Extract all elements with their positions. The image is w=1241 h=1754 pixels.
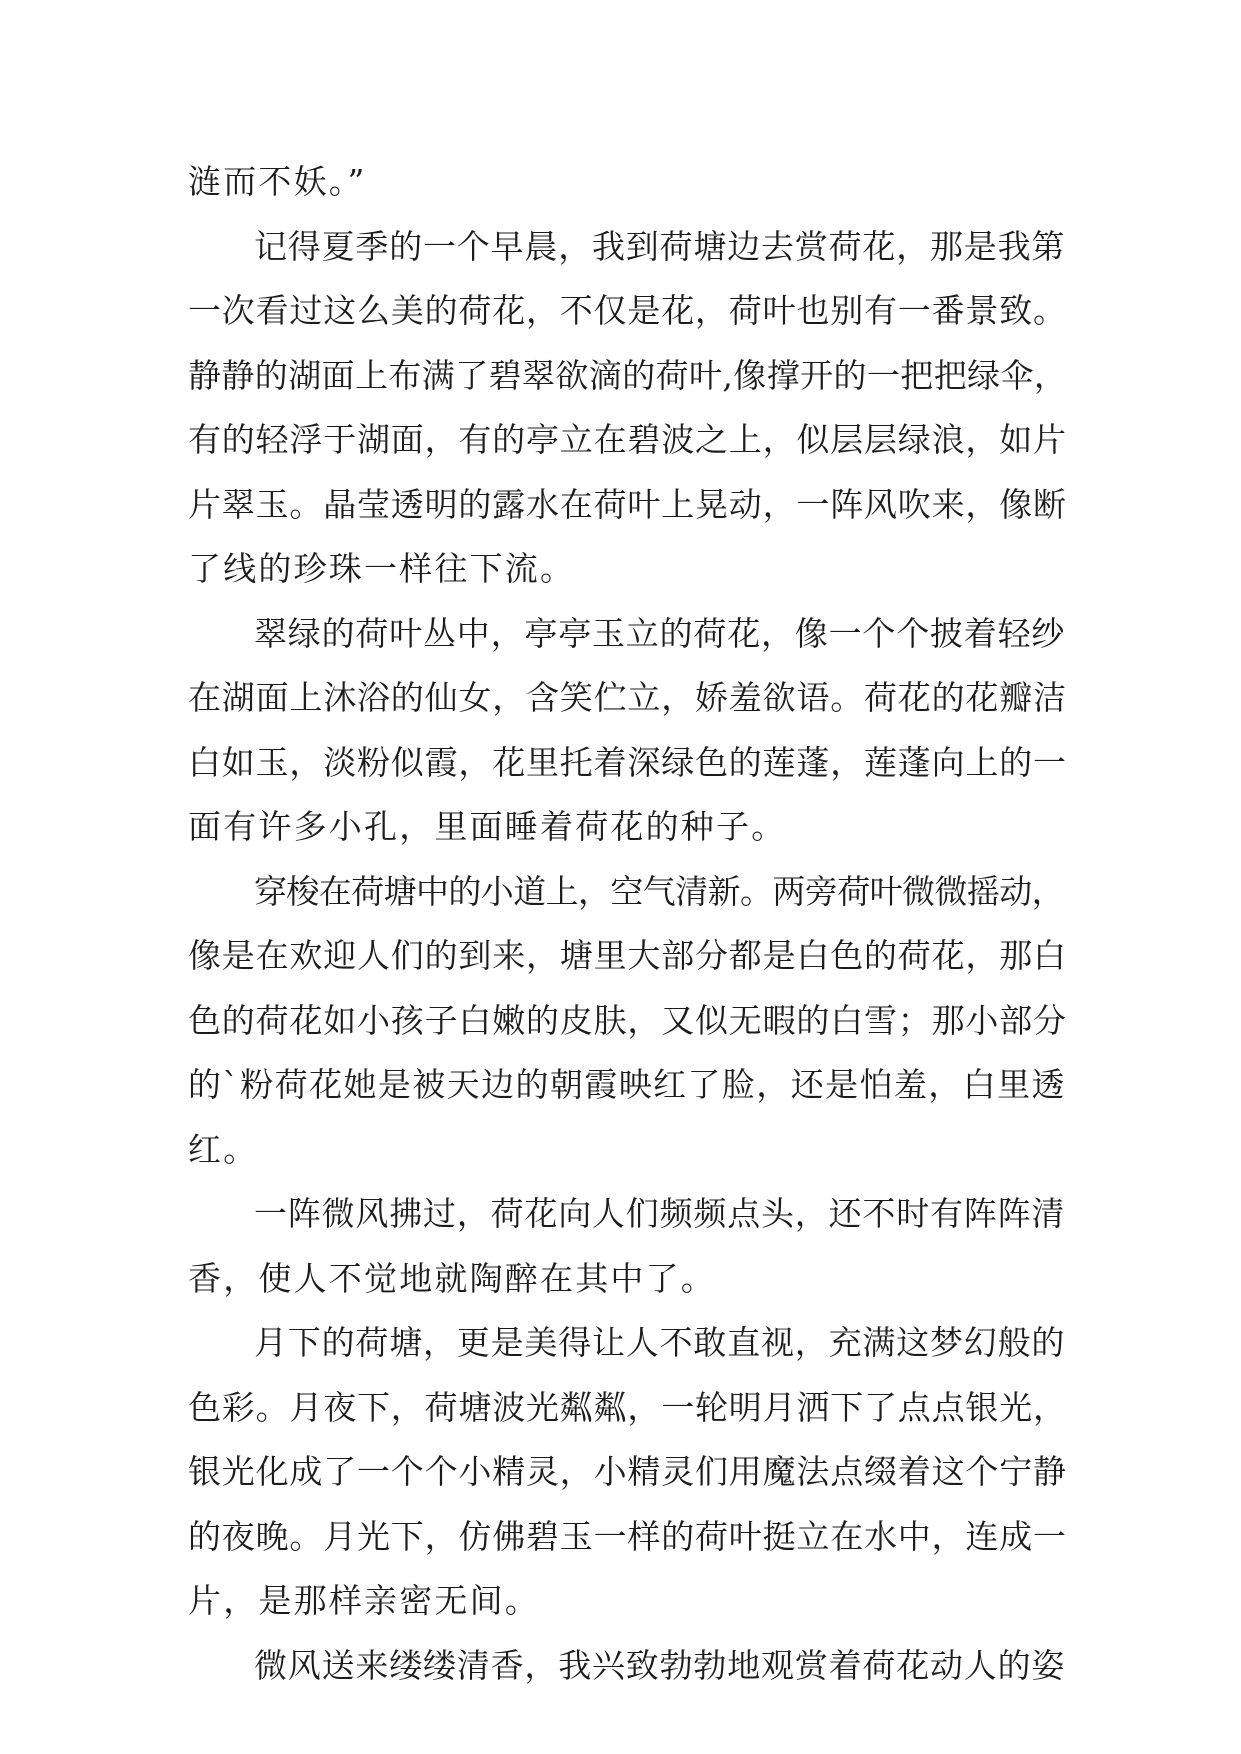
document-body-text — [188, 150, 1068, 1698]
text-line: 涟而不妖。” — [188, 162, 367, 201]
text-line: 色彩。月夜下，荷塘波光粼粼，一轮明月洒下了点点银光， — [188, 1387, 1067, 1427]
text-line: 片，是那样亲密无间。 — [188, 1581, 540, 1620]
text-line: 月下的荷塘，更是美得让人不敢直视，充满这梦幻般的 — [254, 1323, 1066, 1362]
text-line: 香，使人不觉地就陶醉在其中了。 — [188, 1258, 716, 1298]
text-line: 白如玉，淡粉似霞，花里托着深绿色的莲蓬，莲蓬向上的一 — [188, 742, 1067, 782]
text-line: 了线的珍珠一样往下流。 — [188, 549, 576, 588]
text-line: 银光化成了一个个小精灵，小精灵们用魔法点缀着这个宁静 — [188, 1452, 1067, 1491]
text-line: 片翠玉。晶莹透明的露水在荷叶上晃动，一阵风吹来，像断 — [188, 484, 1067, 524]
text-line: 有的轻浮于湖面，有的亭立在碧波之上，似层层绿浪，如片 — [188, 420, 1067, 459]
text-line: 静静的湖面上布满了碧翠欲滴的荷叶,像撑开的一把把绿伞， — [188, 355, 1068, 395]
text-line: 微风送来缕缕清香，我兴致勃勃地观赏着荷花动人的姿 — [254, 1645, 1066, 1685]
text-line: 一次看过这么美的荷花，不仅是花，荷叶也别有一番景致。 — [188, 291, 1067, 330]
text-line: 穿梭在荷塘中的小道上，空气清新。两旁荷叶微微摇动， — [254, 871, 1065, 911]
text-line: 翠绿的荷叶丛中，亭亭玉立的荷花，像一个个披着轻纱 — [254, 613, 1066, 653]
text-line: 的`粉荷花她是被天边的朝霞映红了脸，还是怕羞，白里透 — [188, 1065, 1066, 1104]
text-line: 面有许多小孔，里面睡着荷花的种子。 — [188, 807, 787, 846]
text-line: 记得夏季的一个早晨，我到荷塘边去赏荷花，那是我第 — [254, 226, 1066, 266]
text-line: 色的荷花如小孩子白嫩的皮肤，又似无暇的白雪；那小部分 — [188, 1000, 1067, 1040]
text-line: 一阵微风拂过，荷花向人们频频点头，还不时有阵阵清 — [254, 1194, 1066, 1233]
text-line: 像是在欢迎人们的到来，塘里大部分都是白色的荷花，那白 — [188, 936, 1067, 975]
text-line: 的夜晚。月光下，仿佛碧玉一样的荷叶挺立在水中，连成一 — [188, 1516, 1067, 1556]
text-line: 红。 — [188, 1129, 259, 1169]
text-line: 在湖面上沐浴的仙女，含笑伫立，娇羞欲语。荷花的花瓣洁 — [188, 678, 1067, 717]
